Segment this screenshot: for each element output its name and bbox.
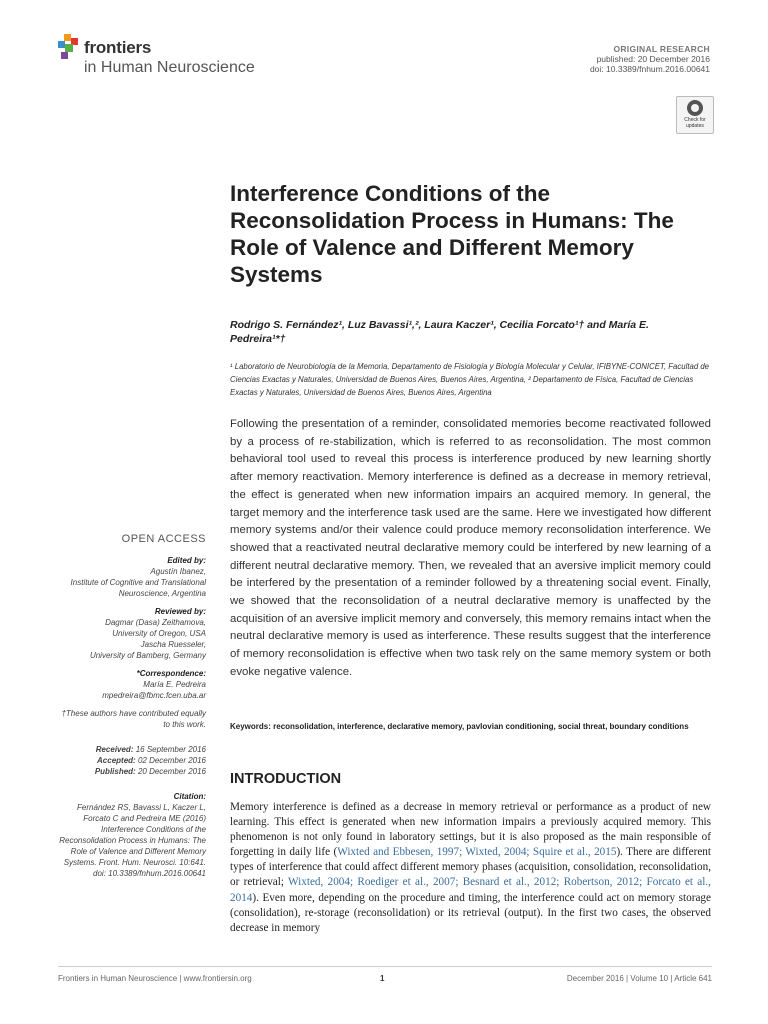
correspondence-name: María E. Pedreira — [143, 680, 206, 689]
journal-logo[interactable] — [58, 34, 298, 82]
page-number: 1 — [380, 974, 385, 983]
check-for-updates-badge[interactable] — [676, 96, 714, 134]
doi[interactable]: doi: 10.3389/fnhum.2016.00641 — [589, 64, 710, 74]
received-label: Received: — [95, 745, 134, 754]
published-date: published: 20 December 2016 — [596, 54, 710, 64]
equal-contribution-note: †These authors have contributed equally to this work. — [61, 709, 206, 729]
citation-label: Citation: — [173, 792, 206, 801]
article-type: ORIGINAL RESEARCH — [613, 44, 710, 54]
accepted-label: Accepted: — [97, 756, 136, 765]
footer-divider — [58, 966, 712, 967]
received-date: Received: 16 September 2016 — [95, 745, 206, 754]
crossmark-icon — [687, 100, 703, 116]
published-label: Published: — [94, 767, 136, 776]
affiliations: ¹ Laboratorio de Neurobiología de la Memoria, Departamento de Fisiología y Biología Molecular y Celular, IFIBYNE-CONICET, Facultad de Ciencias Exactas y Naturales, Universidad de Buenos Aires, Buenos Aires, Argentina, ² Departamento de Física, Facultad de Ciencias Exactas y Naturales, Universidad de Buenos Aires, Buenos Aires, Argentina — [230, 362, 710, 397]
logo-wordmark: frontiers — [84, 38, 152, 57]
reviewed-by-label: Reviewed by: — [154, 607, 206, 616]
reviewer-affiliation: University of Bamberg, Germany — [89, 651, 206, 660]
frontiers-logo-icon — [58, 34, 80, 60]
footer-issue: December 2016 | Volume 10 | Article 641 — [566, 974, 712, 983]
footer-journal[interactable]: Frontiers in Human Neuroscience | www.frontiersin.org — [58, 974, 252, 983]
keywords-text: reconsolidation, interference, declarative memory, pavlovian conditioning, social threat, boundary conditions — [273, 722, 689, 731]
edited-by-label: Edited by: — [167, 556, 206, 565]
correspondence-email[interactable]: mpedreira@fbmc.fcen.uba.ar — [102, 691, 206, 700]
reviewer-affiliation: University of Oregon, USA — [112, 629, 206, 638]
citation-link[interactable]: Wixted and Ebbesen, 1997; Wixted, 2004; Squire et al., 2015 — [337, 846, 617, 859]
correspondence-label: *Correspondence: — [136, 669, 206, 678]
published-date-sidebar: Published: 20 December 2016 — [94, 767, 206, 776]
article-title: Interference Conditions of the Reconsolidation Process in Humans: The Role of Valence and Different Memory Systems — [230, 181, 674, 287]
abstract: Following the presentation of a reminder, consolidated memories become reactivated followed by a process of re-stabilization, which is referred to as reconsolidation. The most common behavioral tool used to reveal this process is interference produced by new learning shortly after memory reactivation. Memory interference is defined as a decrease in memory retrieval, the effect is generated when new information impairs an acquired memory. In general, the target memory and the interference task used are the same. Here we investigated how different memory systems and/or their valence could produce memory reconsolidation interference. We showed that a reactivated neutral declarative memory could be interfered by new learning of a different neutral declarative memory. Then, we revealed that an aversive implicit memory could be interfered by the presentation of a reminder followed by a threatening social event. Finally, we showed that the reconsolidation of a neutral declarative memory is unaffected by the acquisition of an aversive implicit memory and conversely, this memory remains intact when the neutral declarative memory is used as interference. These results suggest that the interference of memory reconsolidation is effective when two task rely on the same memory system or both evoke negative valence. — [230, 418, 711, 678]
open-access-label: OPEN ACCESS — [121, 533, 206, 545]
section-heading-introduction: INTRODUCTION — [230, 771, 342, 787]
author-list: Rodrigo S. Fernández¹, Luz Bavassi¹,², Laura Kaczer¹, Cecilia Forcato¹† and María E. Pedreira¹*† — [230, 319, 649, 345]
article-sidebar — [58, 534, 206, 879]
journal-name: in Human Neuroscience — [84, 59, 255, 76]
accepted-date: Accepted: 02 December 2016 — [97, 756, 206, 765]
keywords — [230, 721, 711, 732]
editor-affiliation: Institute of Cognitive and Translational Neuroscience, Argentina — [70, 578, 206, 598]
citation-link[interactable]: Wixted, 2004; Roediger et al., 2007; Besnard et al., 2012; Robertson, 2012; Forcato et al., 2014 — [230, 876, 711, 904]
check-for-updates-label: Check for updates — [684, 117, 706, 129]
reviewer-name: Jascha Ruesseler, — [140, 640, 206, 649]
editor-name: Agustín Ibanez, — [150, 567, 206, 576]
citation-text: Fernández RS, Bavassi L, Kaczer L, Forcato C and Pedreira ME (2016) Interference Conditions of the Reconsolidation Process in Humans: The Role of Valence and Different Memory Systems. Front. Hum. Neurosci. 10:641. doi: 10.3389/fnhum.2016.00641 — [59, 803, 206, 878]
article-meta — [590, 44, 710, 74]
keywords-label: Keywords: — [230, 722, 271, 731]
introduction-text: Memory interference is defined as a decrease in memory retrieval or performance as a product of new learning. This effect is generated when new information impairs a previously acquired memory. This phenomenon is not only found in laboratory settings, but it is also proposed as the main responsible of forgetting in daily life (Wixted and Ebbesen, 1997; Wixted, 2004; Squire et al., 2015). There are different types of interference that could affect different memory phases (acquisition, consolidation, reconsolidation, or retrieval; Wixted, 2004; Roediger et al., 2007; Besnard et al., 2012; Robertson, 2012; Forcato et al., 2014). Even more, depending on the procedure and timing, the interference could act on memory storage (consolidation), re-storage (reconsolidation) or its retrieval (output). In the first two cases, the observed decrease in memory — [230, 801, 712, 934]
reviewer-name: Dagmar (Dasa) Zeithamova, — [105, 618, 206, 627]
